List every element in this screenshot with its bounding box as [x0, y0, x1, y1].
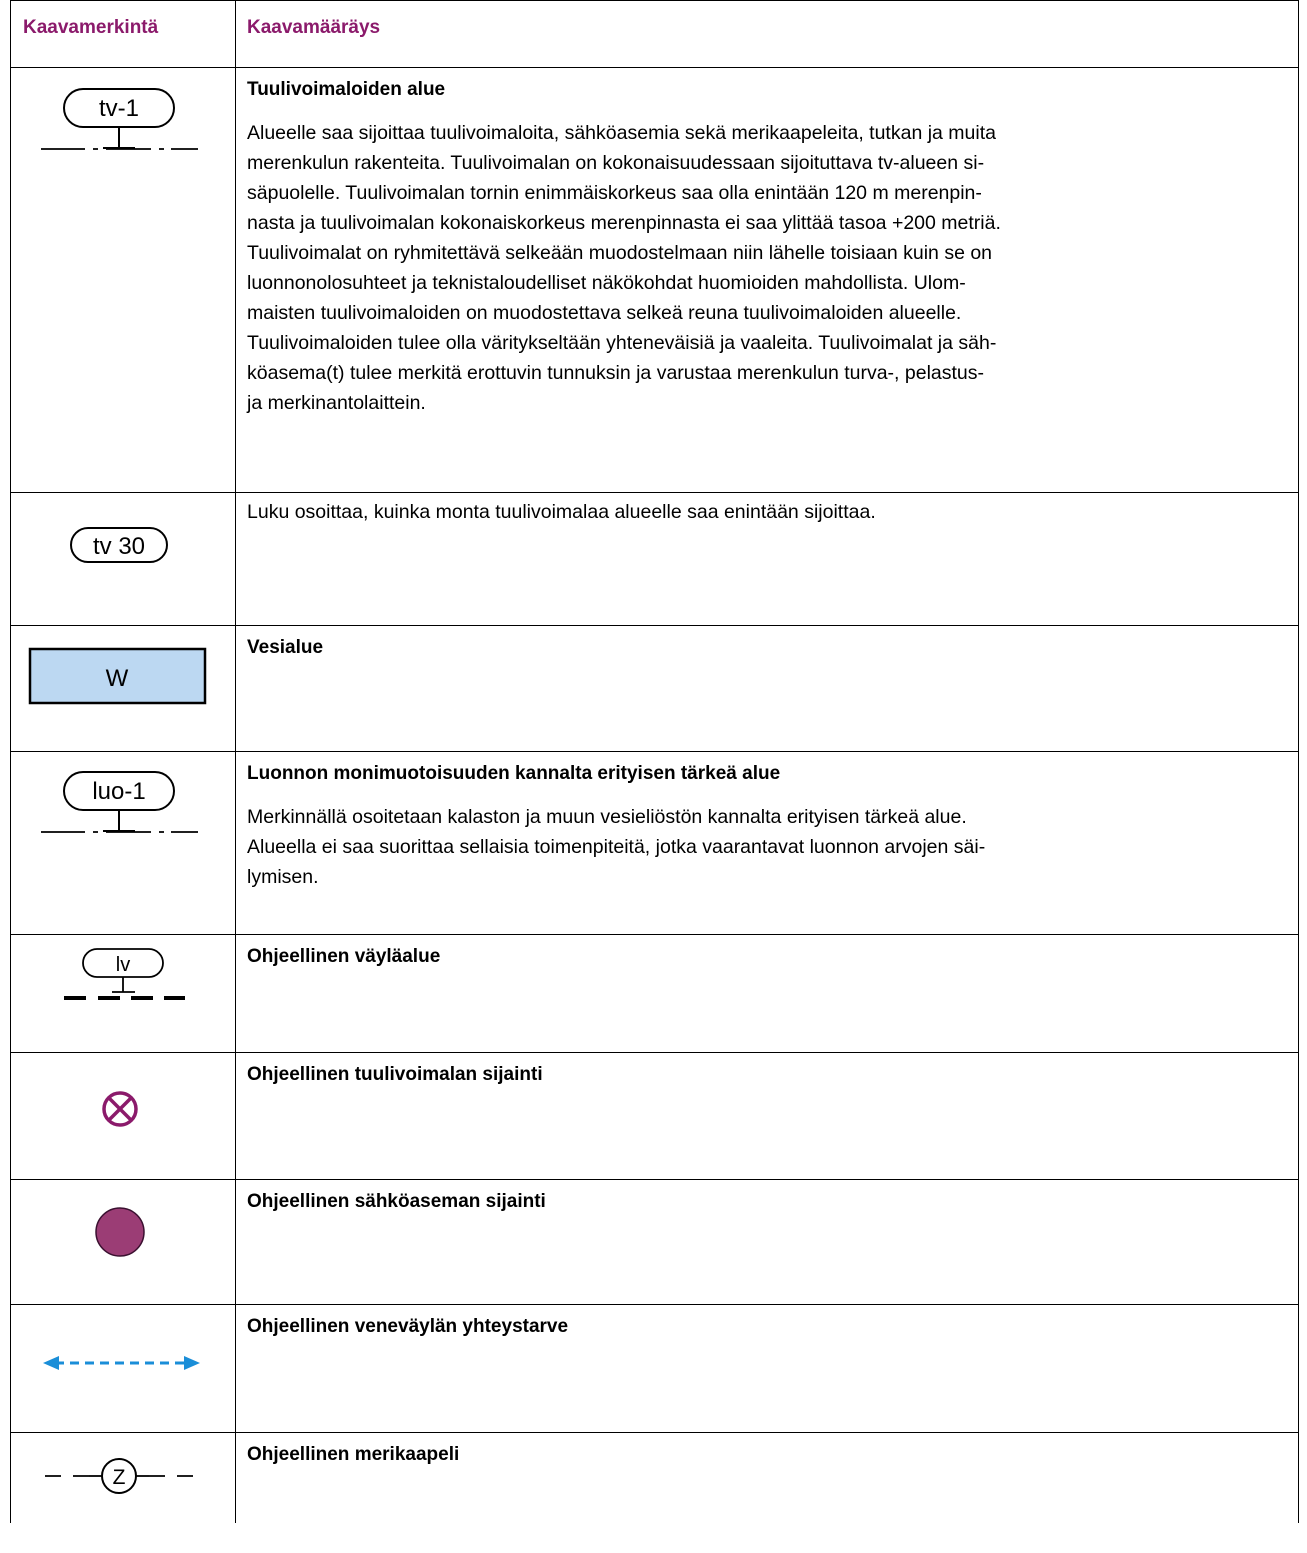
regulation-title: Ohjeellinen sähköaseman sijainti — [247, 1191, 546, 1212]
lv-fairway-marker-icon — [11, 935, 236, 1035]
regulation-text: Luku osoittaa, kuinka monta tuulivoimalaa alueelle saa enintään sijoittaa. — [247, 501, 876, 523]
symbol-cell — [11, 935, 236, 1053]
symbol-cell — [11, 68, 236, 493]
legend-row-water — [11, 626, 1299, 752]
legend-row-lv — [11, 935, 1299, 1053]
regulation-cell — [236, 626, 1299, 752]
symbol-cell — [11, 1433, 236, 1523]
symbol-cell — [11, 626, 236, 752]
sea-cable-z-line-icon — [11, 1433, 236, 1523]
tv-30-label: tv 30 — [92, 533, 146, 560]
body-line: köasema(t) tulee merkitä erottuvin tunnuksin ja varustaa merenkulun turva-, pelastus- — [247, 362, 985, 384]
body-line: säpuolelle. Tuulivoimalan tornin enimmäiskorkeus saa olla enintään 120 m merenpin- — [247, 182, 982, 204]
tv-30-count-marker-icon — [11, 493, 236, 593]
body-line: merenkulun rakenteita. Tuulivoimalan on kokonaisuudessaan sijoituttava tv-alueen si- — [247, 152, 985, 174]
regulation-body — [247, 802, 1286, 892]
legend-row-turbine — [11, 1053, 1299, 1180]
wind-turbine-location-icon — [11, 1053, 236, 1153]
regulation-cell — [236, 1180, 1299, 1305]
regulation-title: Ohjeellinen väyläalue — [247, 946, 441, 967]
luo-1-label: luo-1 — [92, 778, 146, 805]
body-line: Alueelle saa sijoittaa tuulivoimaloita, sähköasemia sekä merikaapeleita, tutkan ja muita — [247, 122, 996, 144]
symbol-cell — [11, 1053, 236, 1180]
water-label: W — [105, 665, 129, 692]
body-line: maisten tuulivoimaloiden on muodostettava selkeä reuna tuulivoimaloiden alueelle. — [247, 302, 962, 324]
header-regulation: Kaavamääräys — [236, 1, 1299, 68]
legend-row-sea-cable — [11, 1433, 1299, 1523]
symbol-cell — [11, 493, 236, 626]
regulation-title: Vesialue — [247, 637, 324, 658]
body-line: Alueella ei saa suorittaa sellaisia toimenpiteitä, jotka vaarantavat luonnon arvojen säi- — [247, 836, 986, 858]
regulation-title: Luonnon monimuotoisuuden kannalta erityisen tärkeä alue — [247, 763, 781, 784]
body-line: ja merkinantolaittein. — [247, 392, 426, 414]
regulation-title: Ohjeellinen merikaapeli — [247, 1444, 460, 1465]
regulation-cell — [236, 68, 1299, 493]
header-symbol: Kaavamerkintä — [11, 1, 236, 68]
symbol-cell — [11, 1305, 236, 1433]
regulation-cell — [236, 1305, 1299, 1433]
regulation-title: Ohjeellinen veneväylän yhteystarve — [247, 1316, 569, 1337]
lv-label: lv — [115, 954, 131, 976]
regulation-body — [247, 118, 1286, 418]
tv-1-label: tv-1 — [98, 95, 140, 122]
luo-1-area-marker-icon — [11, 752, 236, 872]
sea-cable-label: Z — [112, 1466, 126, 1489]
legend-row-tv-1 — [11, 68, 1299, 493]
body-line: Tuulivoimaloiden tulee olla väritykseltään yhteneväisiä ja vaaleita. Tuulivoimalat ja säh- — [247, 332, 997, 354]
legend-row-substation — [11, 1180, 1299, 1305]
substation-location-dot-icon — [11, 1180, 236, 1280]
body-line: Tuulivoimalat on ryhmitettävä selkeään muodostelmaan niin lähelle toisiaan kuin se on — [247, 242, 993, 264]
regulation-cell — [236, 493, 1299, 626]
body-line: Merkinnällä osoitetaan kalaston ja muun vesieliöstön kannalta erityisen tärkeä alue. — [247, 806, 967, 828]
legend-row-tv-30 — [11, 493, 1299, 626]
regulation-cell — [236, 752, 1299, 935]
tv-1-area-marker-icon — [11, 68, 236, 188]
header-row — [11, 1, 1299, 68]
regulation-title: Tuulivoimaloiden alue — [247, 79, 446, 100]
boat-route-double-arrow-icon — [11, 1305, 236, 1405]
symbol-cell — [11, 752, 236, 935]
regulation-cell — [236, 1433, 1299, 1523]
regulation-cell — [236, 1053, 1299, 1180]
water-area-box-icon — [11, 626, 236, 726]
regulation-cell — [236, 935, 1299, 1053]
body-line: luonnonolosuhteet ja teknistaloudelliset näkökohdat huomioiden mahdollista. Ulom- — [247, 272, 966, 294]
body-line: nasta ja tuulivoimalan kokonaiskorkeus merenpinnasta ei saa ylittää tasoa +200 metriä. — [247, 212, 1001, 234]
legend-row-luo-1 — [11, 752, 1299, 935]
regulation-title: Ohjeellinen tuulivoimalan sijainti — [247, 1064, 543, 1085]
legend-row-boat-route — [11, 1305, 1299, 1433]
plan-legend-table — [10, 0, 1299, 1523]
body-line: lymisen. — [247, 866, 319, 888]
symbol-cell — [11, 1180, 236, 1305]
